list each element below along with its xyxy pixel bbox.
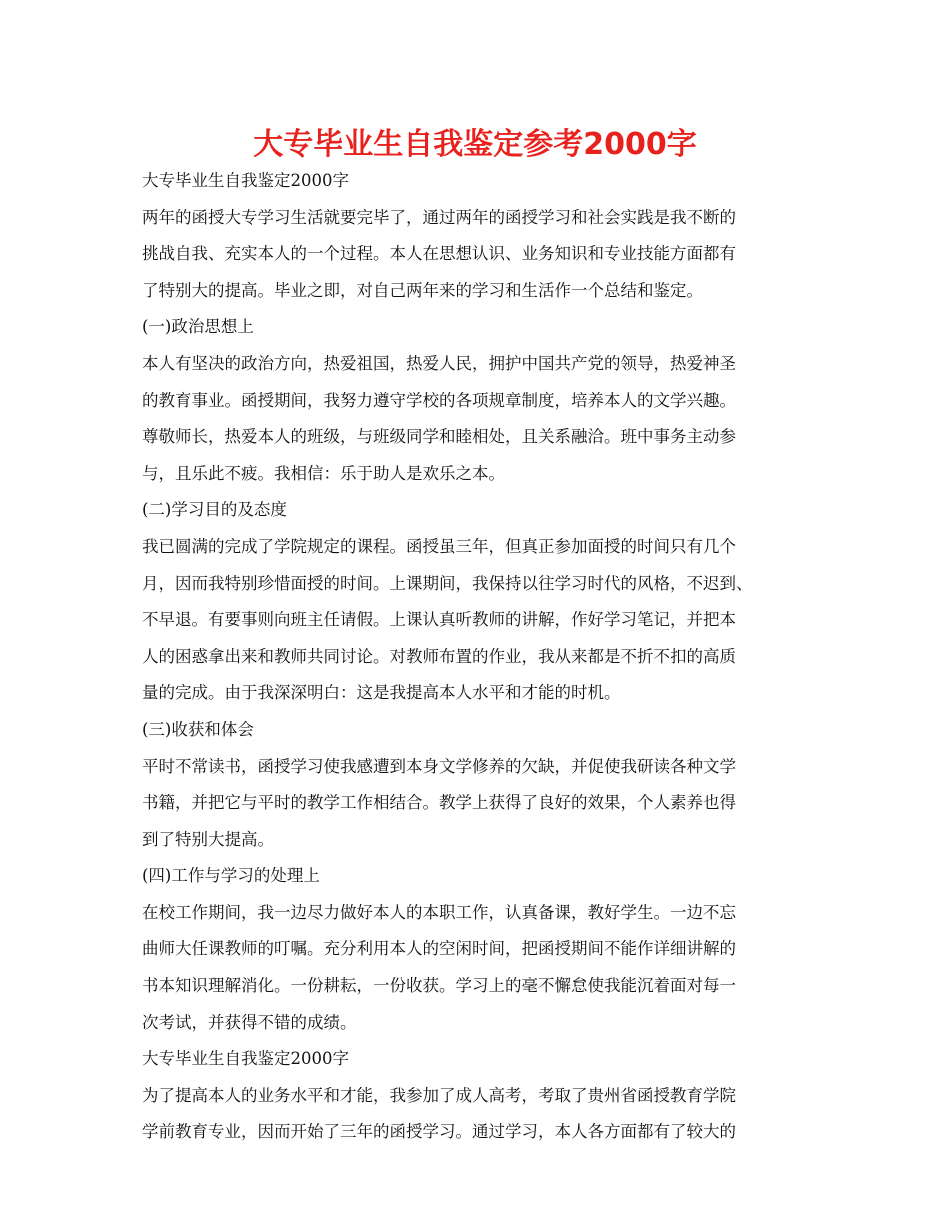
text-line: 到了特别大提高。	[142, 829, 274, 849]
document-title: 大专毕业生自我鉴定参考2000字	[253, 127, 697, 162]
text-line: (四)工作与学习的处理上	[142, 866, 320, 886]
text-line: 学前教育专业，因而开始了三年的函授学习。通过学习，本人各方面都有了较大的	[142, 1122, 736, 1142]
text-line: 挑战自我、充实本人的一个过程。本人在思想认识、业务知识和专业技能方面都有	[142, 244, 736, 264]
text-line: 与，且乐此不疲。我相信：乐于助人是欢乐之本。	[142, 463, 505, 483]
text-line: 本人有坚决的政治方向，热爱祖国，热爱人民，拥护中国共产党的领导，热爱神圣	[142, 353, 736, 373]
text-line: 曲师大任课教师的叮嘱。充分利用本人的空闲时间，把函授期间不能作详细讲解的	[142, 939, 736, 959]
text-line: 了特别大的提高。毕业之即，对自己两年来的学习和生活作一个总结和鉴定。	[142, 280, 703, 300]
text-line: 量的完成。由于我深深明白：这是我提高本人水平和才能的时机。	[142, 683, 621, 703]
text-line: 书本知识理解消化。一份耕耘，一份收获。学习上的毫不懈怠使我能沉着面对每一	[142, 976, 736, 996]
text-line: 我已圆满的完成了学院规定的课程。函授虽三年，但真正参加面授的时间只有几个	[142, 536, 736, 556]
text-line: 人的困惑拿出来和教师共同讨论。对教师布置的作业，我从来都是不折不扣的高质	[142, 646, 736, 666]
text-line: 为了提高本人的业务水平和才能，我参加了成人高考，考取了贵州省函授教育学院	[142, 1085, 736, 1105]
text-line: (一)政治思想上	[142, 317, 254, 337]
text-line: 两年的函授大专学习生活就要完毕了，通过两年的函授学习和社会实践是我不断的	[142, 207, 736, 227]
text-line: 书籍，并把它与平时的教学工作相结合。教学上获得了良好的效果，个人素养也得	[142, 793, 736, 813]
document-body	[142, 163, 832, 1151]
text-line: (二)学习目的及态度	[142, 500, 287, 520]
text-line: 次考试，并获得不错的成绩。	[142, 1012, 357, 1032]
text-line: 在校工作期间，我一边尽力做好本人的本职工作，认真备课，教好学生。一边不忘	[142, 902, 736, 922]
text-line: 大专毕业生自我鉴定2000字	[142, 1049, 349, 1069]
text-line: 尊敬师长，热爱本人的班级，与班级同学和睦相处，且关系融洽。班中事务主动参	[142, 427, 736, 447]
text-line: 的教育事业。函授期间，我努力遵守学校的各项规章制度，培养本人的文学兴趣。	[142, 390, 736, 410]
text-line: 月，因而我特别珍惜面授的时间。上课期间，我保持以往学习时代的风格，不迟到、	[142, 573, 753, 593]
text-line: (三)收获和体会	[142, 719, 254, 739]
text-line: 不早退。有要事则向班主任请假。上课认真听教师的讲解，作好学习笔记，并把本	[142, 610, 736, 630]
text-line: 平时不常读书，函授学习使我感遭到本身文学修养的欠缺，并促使我研读各种文学	[142, 756, 736, 776]
text-line: 大专毕业生自我鉴定2000字	[142, 171, 349, 190]
